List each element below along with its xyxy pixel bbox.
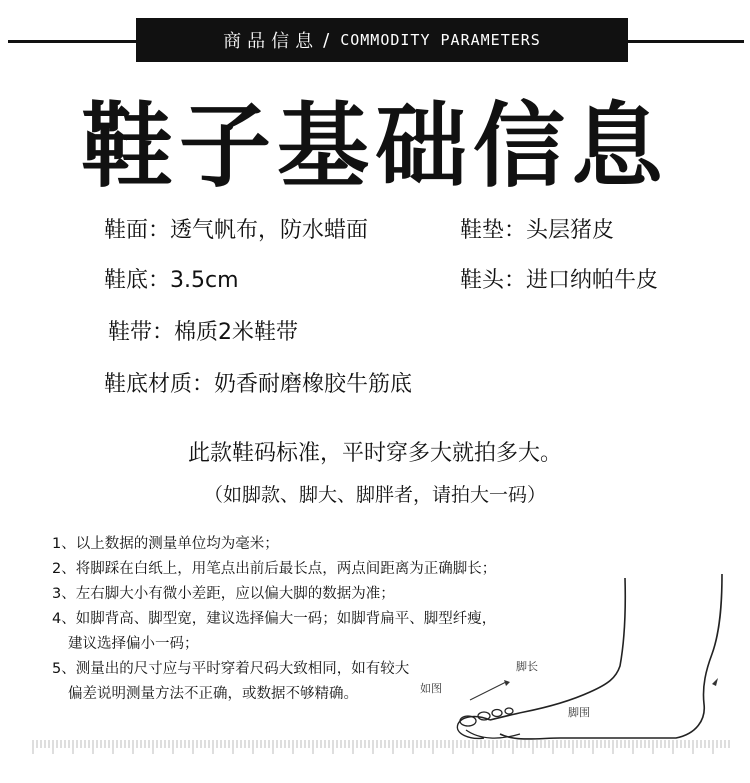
tip-item: 4、如脚背高、脚型宽，建议选择偏大一码；如脚背扁平、脚型纤瘦， — [52, 611, 497, 627]
header-title-en: COMMODITY PARAMETERS — [340, 31, 541, 49]
tip-item: 偏差说明测量方法不正确，或数据不够精确。 — [68, 686, 358, 702]
spec-sole-material: 鞋底材质：奶香耐磨橡胶牛筋底 — [104, 372, 413, 397]
spec-insole: 鞋垫：头层猪皮 — [460, 218, 615, 243]
size-note-sub: （如脚款、脚大、脚胖者，请拍大一码） — [203, 484, 546, 506]
tip-item: 1、以上数据的测量单位均为毫米； — [52, 536, 279, 552]
header-banner — [136, 18, 628, 62]
header-separator: / — [323, 29, 331, 51]
size-note: 此款鞋码标准，平时穿多大就拍多大。 — [187, 441, 562, 466]
spec-laces: 鞋带：棉质2米鞋带 — [108, 320, 298, 345]
foot-girth-label: 脚围 — [568, 706, 590, 719]
spec-upper: 鞋面：透气帆布，防水蜡面 — [104, 218, 369, 243]
ruler-strip — [32, 740, 732, 762]
tip-item: 5、测量出的尺寸应与平时穿着尺码大致相同，如有较大 — [52, 661, 410, 677]
header-rule-left — [8, 40, 136, 43]
foot-diagram — [420, 574, 740, 748]
tip-item: 建议选择偏小一码； — [68, 636, 199, 652]
header-rule-right — [628, 40, 744, 43]
tip-item: 3、左右脚大小有微小差距，应以偏大脚的数据为准； — [52, 586, 395, 602]
foot-outline-icon — [440, 574, 740, 744]
figure-label: 如图 — [420, 682, 442, 695]
foot-length-label: 脚长 — [516, 660, 538, 673]
header-title-cn: 商品信息 — [223, 31, 320, 52]
page-title: 鞋子基础信息 — [80, 93, 669, 200]
spec-toe: 鞋头：进口纳帕牛皮 — [460, 268, 659, 293]
tip-item: 2、将脚踩在白纸上，用笔点出前后最长点，两点间距离为正确脚长； — [52, 561, 497, 577]
spec-heel: 鞋底：3.5cm — [104, 268, 239, 293]
